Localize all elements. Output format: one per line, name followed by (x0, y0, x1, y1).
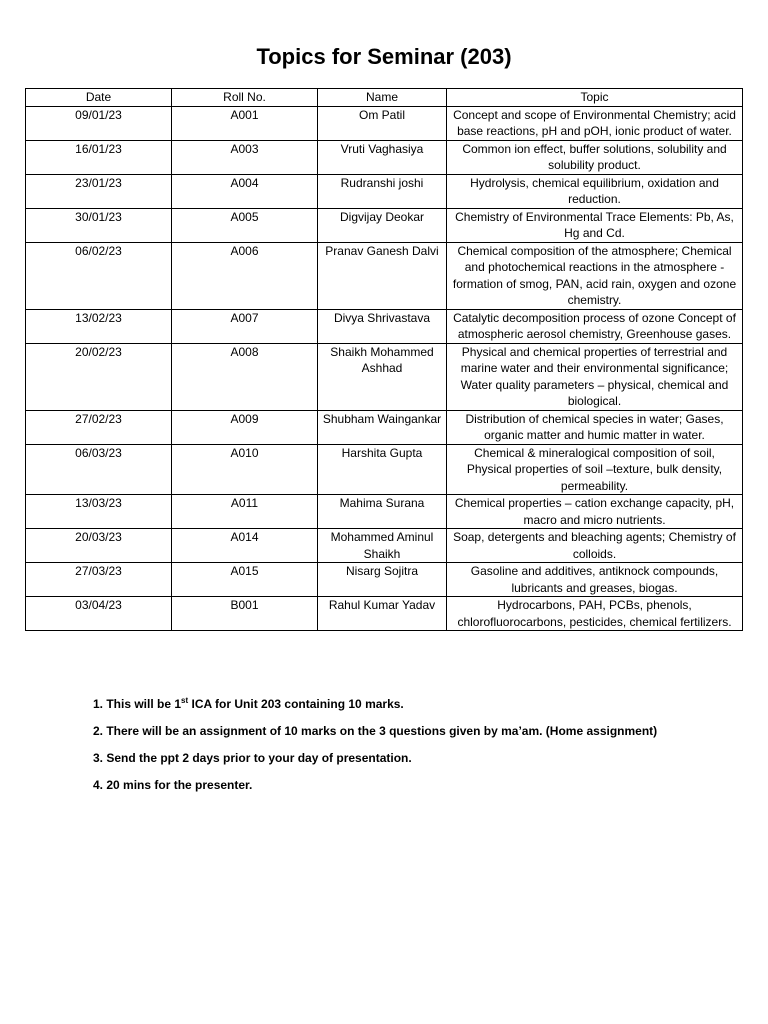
cell-topic: Soap, detergents and bleaching agents; Chemistry of colloids. (447, 529, 743, 563)
page-title: Topics for Seminar (203) (256, 44, 512, 69)
cell-name: Pranav Ganesh Dalvi (318, 242, 447, 309)
cell-name: Rudranshi joshi (318, 174, 447, 208)
cell-date: 13/02/23 (26, 309, 172, 343)
note-item: 4. 20 mins for the presenter. (93, 778, 253, 792)
cell-name: Harshita Gupta (318, 444, 447, 495)
header-topic: Topic (447, 89, 743, 107)
cell-topic: Chemistry of Environmental Trace Elements: Pb, As, Hg and Cd. (447, 208, 743, 242)
table-row (26, 597, 743, 631)
cell-topic: Hydrocarbons, PAH, PCBs, phenols, chlorofluorocarbons, pesticides, chemical fertilizers. (447, 597, 743, 631)
cell-roll-no: A004 (172, 174, 318, 208)
table-row (26, 242, 743, 309)
table-row (26, 208, 743, 242)
cell-roll-no: A011 (172, 495, 318, 529)
table-row (26, 529, 743, 563)
cell-roll-no: B001 (172, 597, 318, 631)
table-row (26, 140, 743, 174)
table-header-row (26, 89, 743, 107)
cell-roll-no: A007 (172, 309, 318, 343)
cell-date: 27/03/23 (26, 563, 172, 597)
header-date: Date (26, 89, 172, 107)
note-item (93, 697, 753, 711)
cell-topic: Concept and scope of Environmental Chemistry; acid base reactions, pH and pOH, ionic product of water. (447, 106, 743, 140)
cell-name: Divya Shrivastava (318, 309, 447, 343)
note-text: ICA for Unit 203 containing 10 marks. (188, 697, 404, 711)
cell-name: Om Patil (318, 106, 447, 140)
cell-date: 06/02/23 (26, 242, 172, 309)
cell-roll-no: A015 (172, 563, 318, 597)
note-item: 3. Send the ppt 2 days prior to your day of presentation. (93, 751, 412, 765)
cell-roll-no: A003 (172, 140, 318, 174)
header-roll-no: Roll No. (172, 89, 318, 107)
table-row (26, 343, 743, 410)
cell-roll-no: A006 (172, 242, 318, 309)
cell-name: Rahul Kumar Yadav (318, 597, 447, 631)
cell-name: Nisarg Sojitra (318, 563, 447, 597)
seminar-schedule-table (25, 88, 743, 631)
cell-roll-no: A010 (172, 444, 318, 495)
cell-date: 20/03/23 (26, 529, 172, 563)
cell-topic: Gasoline and additives, antiknock compounds, lubricants and greases, biogas. (447, 563, 743, 597)
notes-list (93, 697, 753, 805)
cell-topic: Hydrolysis, chemical equilibrium, oxidation and reduction. (447, 174, 743, 208)
table-row (26, 495, 743, 529)
cell-name: Mahima Surana (318, 495, 447, 529)
cell-topic: Chemical properties – cation exchange capacity, pH, macro and micro nutrients. (447, 495, 743, 529)
note-superscript: st (181, 696, 189, 705)
cell-name: Shubham Waingankar (318, 410, 447, 444)
cell-name: Digvijay Deokar (318, 208, 447, 242)
table-row (26, 563, 743, 597)
cell-topic: Common ion effect, buffer solutions, solubility and solubility product. (447, 140, 743, 174)
note-item: 2. There will be an assignment of 10 marks on the 3 questions given by ma’am. (Home assignment) (93, 724, 658, 738)
header-name: Name (318, 89, 447, 107)
cell-topic: Chemical & mineralogical composition of soil, Physical properties of soil –texture, bulk density, permeability. (447, 444, 743, 495)
cell-date: 03/04/23 (26, 597, 172, 631)
cell-name: Mohammed Aminul Shaikh (318, 529, 447, 563)
table-row (26, 174, 743, 208)
cell-roll-no: A009 (172, 410, 318, 444)
cell-date: 20/02/23 (26, 343, 172, 410)
table-row (26, 106, 743, 140)
cell-roll-no: A005 (172, 208, 318, 242)
cell-date: 06/03/23 (26, 444, 172, 495)
cell-date: 16/01/23 (26, 140, 172, 174)
cell-date: 09/01/23 (26, 106, 172, 140)
cell-date: 30/01/23 (26, 208, 172, 242)
cell-topic: Chemical composition of the atmosphere; Chemical and photochemical reactions in the atmosphere - formation of smog, PAN, acid rain, oxygen and ozone chemistry. (447, 242, 743, 309)
cell-name: Vruti Vaghasiya (318, 140, 447, 174)
cell-roll-no: A014 (172, 529, 318, 563)
table-row (26, 410, 743, 444)
cell-topic: Distribution of chemical species in water; Gases, organic matter and humic matter in water. (447, 410, 743, 444)
note-text: 1. This will be 1 (93, 697, 182, 711)
cell-topic: Physical and chemical properties of terrestrial and marine water and their environmental significance; Water quality parameters – physical, chemical and biological. (447, 343, 743, 410)
cell-roll-no: A008 (172, 343, 318, 410)
table-row (26, 444, 743, 495)
table-row (26, 309, 743, 343)
cell-roll-no: A001 (172, 106, 318, 140)
cell-date: 23/01/23 (26, 174, 172, 208)
cell-name: Shaikh Mohammed Ashhad (318, 343, 447, 410)
cell-topic: Catalytic decomposition process of ozone Concept of atmospheric aerosol chemistry, Greenhouse gases. (447, 309, 743, 343)
cell-date: 27/02/23 (26, 410, 172, 444)
cell-date: 13/03/23 (26, 495, 172, 529)
